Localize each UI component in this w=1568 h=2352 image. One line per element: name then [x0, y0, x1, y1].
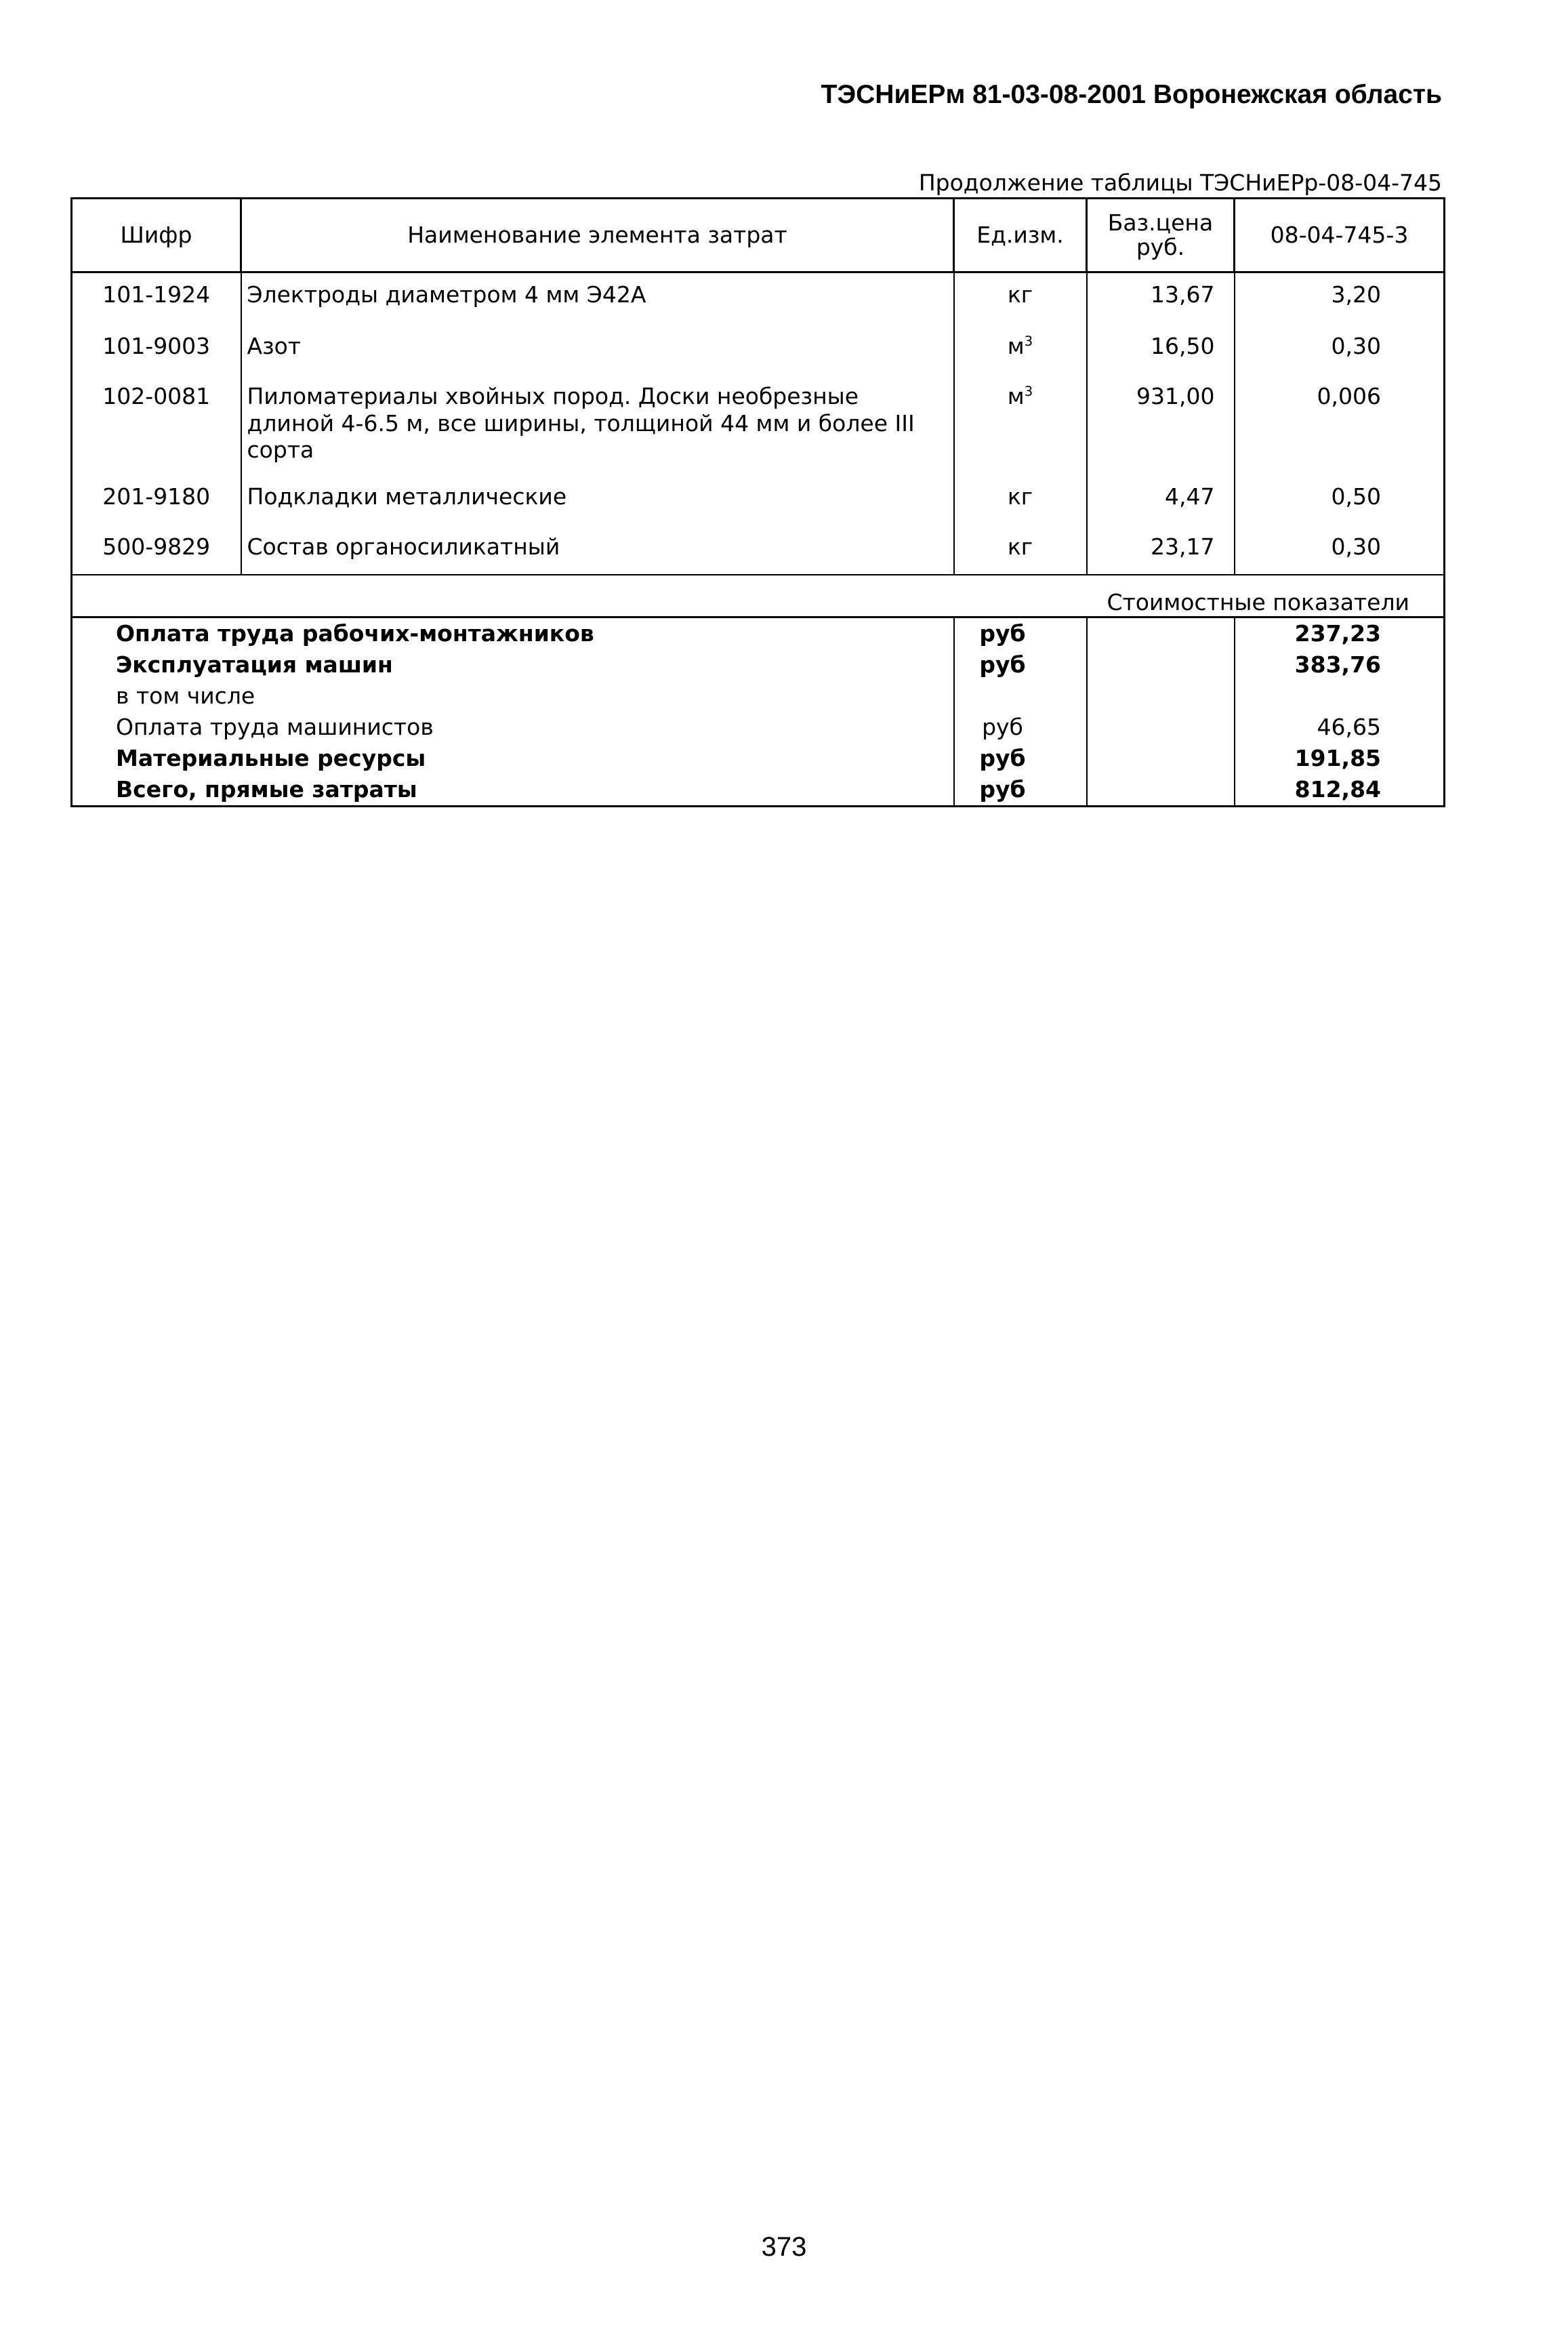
- cost-empty: [1087, 743, 1235, 774]
- row-code: 500-9829: [72, 525, 241, 575]
- cost-unit: руб: [954, 712, 1087, 743]
- cost-unit: руб: [954, 649, 1087, 681]
- row-code: 102-0081: [72, 375, 241, 475]
- row-norm: 0,50: [1235, 475, 1445, 525]
- header-code: Шифр: [72, 199, 241, 272]
- cost-row: [72, 712, 1445, 743]
- header-norm: 08-04-745-3: [1235, 199, 1445, 272]
- cost-label: Материальные ресурсы: [72, 743, 954, 774]
- cost-empty: [1087, 649, 1235, 681]
- row-code: 101-1924: [72, 272, 241, 325]
- table-row: [72, 525, 1445, 575]
- cost-value: 237,23: [1235, 617, 1445, 650]
- row-unit: [954, 325, 1087, 375]
- row-unit: [954, 375, 1087, 475]
- row-norm: 0,30: [1235, 525, 1445, 575]
- cost-unit: руб: [954, 743, 1087, 774]
- cost-value: [1235, 681, 1445, 712]
- cost-row: [72, 617, 1445, 650]
- row-name: Пиломатериалы хвойных пород. Доски необрезные длиной 4-6.5 м, все ширины, толщиной 44 мм и более III сорта: [241, 375, 954, 475]
- row-price: 4,47: [1087, 475, 1235, 525]
- cost-unit: руб: [954, 774, 1087, 807]
- row-norm: 3,20: [1235, 272, 1445, 325]
- cost-label: Оплата труда машинистов: [72, 712, 954, 743]
- cost-label: Всего, прямые затраты: [72, 774, 954, 807]
- row-norm: 0,30: [1235, 325, 1445, 375]
- cost-row: [72, 743, 1445, 774]
- header-unit: Ед.изм.: [954, 199, 1087, 272]
- cost-empty: [1087, 617, 1235, 650]
- cost-label: Оплата труда рабочих-монтажников: [72, 617, 954, 650]
- cost-section-title: Стоимостные показатели: [72, 575, 1445, 617]
- cost-label: Эксплуатация машин: [72, 649, 954, 681]
- row-name: Азот: [241, 325, 954, 375]
- table-row: [72, 272, 1445, 325]
- row-unit: кг: [954, 525, 1087, 575]
- row-price: 16,50: [1087, 325, 1235, 375]
- row-norm: 0,006: [1235, 375, 1445, 475]
- table-caption: Продолжение таблицы ТЭСНиЕРр-08-04-745: [918, 169, 1442, 196]
- cost-row: [72, 681, 1445, 712]
- table-header-row: [72, 199, 1445, 272]
- row-code: 201-9180: [72, 475, 241, 525]
- table-row: [72, 325, 1445, 375]
- cost-unit: [954, 681, 1087, 712]
- row-name: Состав органосиликатный: [241, 525, 954, 575]
- row-unit: кг: [954, 475, 1087, 525]
- header-name: Наименование элемента затрат: [241, 199, 954, 272]
- cost-value: 383,76: [1235, 649, 1445, 681]
- cost-row: [72, 649, 1445, 681]
- row-price: 931,00: [1087, 375, 1235, 475]
- table-row: [72, 375, 1445, 475]
- row-code: 101-9003: [72, 325, 241, 375]
- row-price: 23,17: [1087, 525, 1235, 575]
- document-header: ТЭСНиЕРм 81-03-08-2001 Воронежская область: [821, 80, 1442, 109]
- unit-superscript: 3: [1024, 333, 1033, 349]
- row-name: Подкладки металлические: [241, 475, 954, 525]
- cost-value: 812,84: [1235, 774, 1445, 807]
- resource-table: [70, 197, 1445, 807]
- header-price: Баз.цена руб.: [1087, 199, 1235, 272]
- cost-empty: [1087, 712, 1235, 743]
- cost-empty: [1087, 681, 1235, 712]
- cost-label: в том числе: [72, 681, 954, 712]
- cost-empty: [1087, 774, 1235, 807]
- cost-unit: руб: [954, 617, 1087, 650]
- unit-text: м: [1007, 333, 1025, 359]
- cost-value: 191,85: [1235, 743, 1445, 774]
- table-row: [72, 475, 1445, 525]
- unit-text: м: [1007, 383, 1025, 409]
- cost-section-title-row: [72, 575, 1445, 617]
- row-unit: кг: [954, 272, 1087, 325]
- cost-value: 46,65: [1235, 712, 1445, 743]
- unit-superscript: 3: [1024, 384, 1033, 399]
- cost-row-total: [72, 774, 1445, 807]
- row-price: 13,67: [1087, 272, 1235, 325]
- page-number: 373: [761, 2232, 807, 2262]
- row-name: Электроды диаметром 4 мм Э42А: [241, 272, 954, 325]
